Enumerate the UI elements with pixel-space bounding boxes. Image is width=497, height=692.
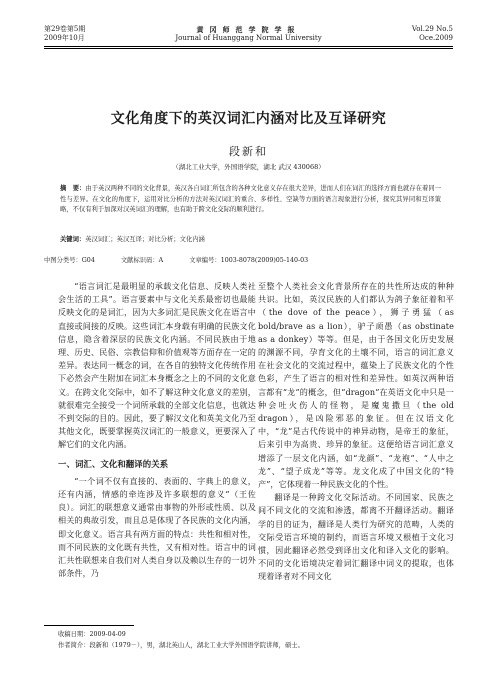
volume-issue: 第29卷第5期 bbox=[44, 25, 86, 33]
keywords bbox=[60, 234, 441, 243]
journal-header bbox=[44, 25, 453, 53]
body-column-left bbox=[58, 280, 256, 580]
keywords-text: 英汉词汇；英汉互译；对比分析；文化内涵 bbox=[85, 236, 205, 243]
author-bio: 作者简介：段新和（1979－），男，湖北英山人，湖北工业大学外国语学院讲师，硕士。 bbox=[58, 641, 304, 649]
body-paragraph: 翻译是一种跨文化交际活动。不同国家、民族之间不同文化的交流和渗透，都离不开翻译活动。翻译学的目的证为，翻译是人类行为研究的范畴，人类的交际受语言环境的制约，而语言环境又根植于文化习惯，因此翻译必然受到译出文化和译入文化的影响。不同的文化语境决定着词汇翻译中词义的提取，也体现着译者对不同文化 bbox=[258, 492, 454, 582]
document-code: 文献标识码：A bbox=[120, 257, 164, 264]
clc-number: 中图分类号：G04 bbox=[44, 257, 95, 264]
body-column-right bbox=[258, 280, 454, 584]
journal-name bbox=[44, 25, 453, 43]
article-number: 文章编号：1003-8078(2009)05-140-03 bbox=[189, 257, 309, 264]
abstract-label: 摘 要： bbox=[60, 185, 86, 192]
footnote-rule bbox=[44, 625, 134, 626]
body-paragraph: “语言词汇是最明显的承载文化信息、反映人类社会生活的工具”。语言要素中与文化关系最密切也最能反映文化的是词汇，因为大多词汇是民族文化在语言中直接或间接的反映。这些词汇本身载有明确的民族文化信息，隐含着深层的民族文化内涵。不同民族由于地理、历史、民俗、宗教信仰和价值观等方面存在一定的差异。表达同一概念的词，在各自的独特文化传统作用下必然会产生附加在词汇本身概念之上的不同的文化意义。在跨文化交际中，如不了解这种文化意义的差别，就很难完全接受一个词所承载的全部文化信息，也就达不到交际的目的。因此，要了解汉文化和英美文化乃至其他文化，既要掌握英汉词汇的一般意义，更要深入了解它们的文化内涵。 bbox=[58, 281, 256, 450]
abstract bbox=[60, 184, 441, 216]
header-rule-thin bbox=[44, 48, 453, 49]
journal-name-en: Journal of Huanggang Normal University bbox=[175, 34, 322, 42]
received-date: 收稿日期：2009-04-09 bbox=[58, 631, 126, 638]
author-affiliation: （湖北工业大学，外国语学院，湖北 武汉 430068） bbox=[172, 163, 325, 171]
abstract-text: 由于英汉两种不同的文化背景，英汉各自词汇所包含的各种文化意义存在很大差异，进而人们在词汇的选择方面也就存在着同一性与差异。在文化的角度下，运用对比分析的方法对英汉词汇的重合、多样性、空缺等方面的语言现象进行分析，探究其异同和互译策略，不仅有利于加深对汉英词汇的理解，也有助于跨文化交际的顺利进行。 bbox=[60, 185, 442, 214]
header-rule-thick bbox=[44, 46, 453, 47]
issue-date: 2009年10月 bbox=[44, 34, 85, 42]
classification-row bbox=[44, 255, 453, 264]
journal-name-cn: 黄冈师范学院学报 bbox=[196, 25, 301, 34]
issue-date-en: Oce.2009 bbox=[419, 34, 453, 42]
body-paragraph: 至整个人类社会文化背景所存在的共性所达成的种种共识。比如，英汉民族的人们都认为鸽子象征着和平（the dove of the peace），狮子勇猛（as bold/brave as a lion），驴子顽愚（as obstinate as a donkey）等等。但是，由于各国文化历史发展的渊源不同，孕育文化的土壤不同，语言的词汇意义在社会文化的交流过程中，蕴染上了民族文化的个性色彩，产生了语言的相对性和差异性。如英汉两种语言都有“龙”的概念，但“dragon”在英语文化中只是一种会吐火伤人的怪物，是魔鬼撒旦（the old dragon），是凶险邪恶的象征。但在汉语文化中，“龙”是古代传说中的神异动物，是帝王的象征，后来引申为高贵、珍异的象征。这便给语言词汇意义增添了一层文化内涵，如“龙颜”、“龙袍”、“人中之龙”、“望子成龙”等等。龙文化成了中国文化的“特产”，它体现着一种民族文化的个性。 bbox=[258, 281, 454, 490]
author-name: 段新和 bbox=[229, 145, 268, 158]
footnote bbox=[58, 630, 457, 651]
section-heading: 一、词汇、文化和翻译的关系 bbox=[58, 458, 169, 469]
issue-info-en bbox=[412, 25, 453, 43]
body-paragraph: “一个词不仅有直接的、表面的、字典上的意义，还有内涵，情感的牵连涉及许多联想的意义”（王佐良）。词汇的联想意义通常由事物的外形或性质、以及相关的典故引发，而且总是体现了各民族的文化内涵，即文化意义。语言具有两方面的特点：共性和相对性，而不同民族的文化既有共性，又有相对性。语言中的词汇共性联想来自我们对人类自身以及赖以生存的一切外部条件，乃 bbox=[58, 475, 256, 579]
article-title: 文化角度下的英汉词汇内涵对比及互译研究 bbox=[110, 111, 387, 127]
keywords-label: 关键词： bbox=[60, 236, 86, 243]
volume-issue-en: Vol.29 No.5 bbox=[411, 25, 453, 33]
